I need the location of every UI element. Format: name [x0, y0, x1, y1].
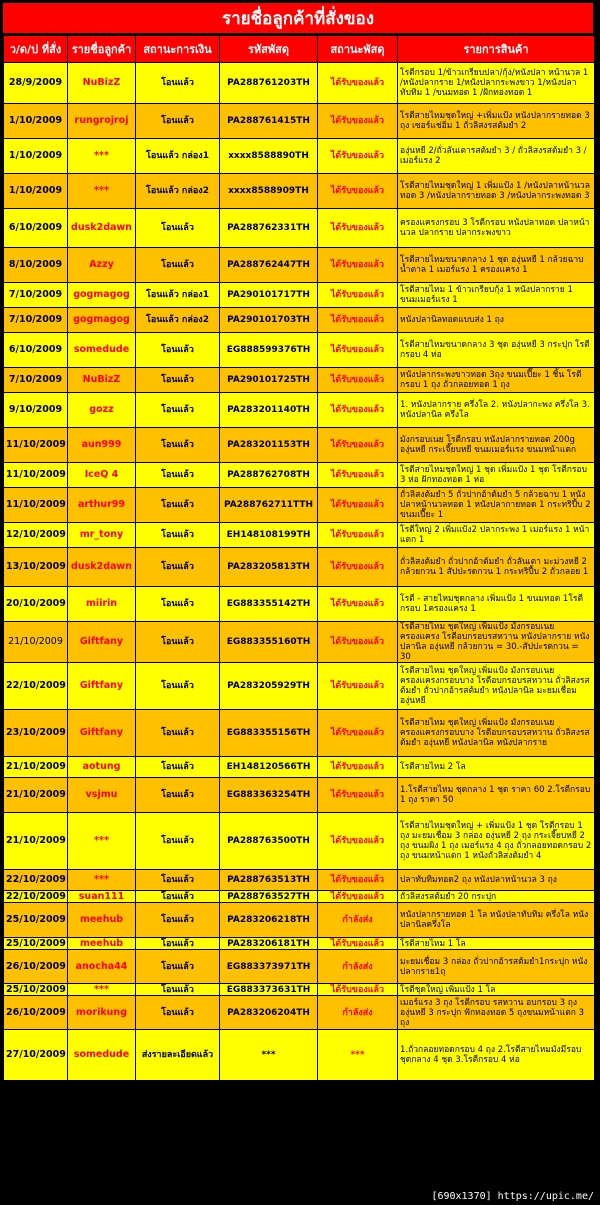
customer-name: *** — [68, 139, 135, 173]
order-date: 28/9/2009 — [4, 63, 67, 103]
order-date: 22/10/2009 — [4, 870, 67, 890]
payment-status: โอนแล้ว — [136, 813, 219, 869]
table-row — [4, 870, 594, 890]
tracking-number: EH148120566TH — [220, 757, 317, 777]
table-row — [4, 996, 594, 1029]
customer-name: suan111 — [68, 891, 135, 902]
table-row — [4, 757, 594, 777]
tracking-number: PA288763513TH — [220, 870, 317, 890]
order-date: 1/10/2009 — [4, 104, 67, 138]
customer-name: meehub — [68, 938, 135, 949]
items-list: ถั่วลิสงรสต้มยำ 20 กระปุก — [398, 891, 594, 902]
items-list: โรตีสายไหมขนาดกลาง 3 ชุด องุ่นหยี 3 กระปุก โรตีกรอบ 4 ห่อ — [398, 333, 594, 367]
tracking-number: EG883355160TH — [220, 622, 317, 662]
order-date: 23/10/2009 — [4, 710, 67, 756]
table-row — [4, 1030, 594, 1080]
order-date: 8/10/2009 — [4, 248, 67, 282]
items-list: หนังปลากรายทอด 1 โล หนังปลาทับทิม ครึ่งโล หนังปลานิลครึ่งโล — [398, 903, 594, 937]
order-date: 22/10/2009 — [6, 891, 66, 902]
items-list: โรตีสายไหม ชุดใหญ่ เพิ่มแป้ง มังกรอบเนย ครองแครง โรตีอบกรอบรสหวาน หนังปลากราย หนังปลานิล องุ่นหยี กล้วยกวน = 30.-สัปปะรดกวน = 30 — [398, 622, 594, 662]
tracking-number: PA283201140TH — [220, 393, 317, 427]
delivery-status: ได้รับของแล้ว — [318, 63, 397, 103]
payment-status: โอนแล้ว — [136, 622, 219, 662]
items-list: 1.ถั่วกลอยทอดกรอบ 4 ถุง 2.โรตีสายไหมมังมีรอบชุดกลาง 4 ชุด 3.โรตีกรอบ 4 ห่อ — [398, 1030, 594, 1080]
order-date: 11/10/2009 — [4, 488, 67, 522]
delivery-status: ได้รับของแล้ว — [318, 368, 397, 392]
customer-name: meehub — [68, 903, 135, 937]
customer-name: gogmagog — [68, 308, 135, 332]
tracking-number: PA283205813TH — [220, 548, 317, 586]
tracking-number: xxxx8588890TH — [220, 139, 317, 173]
order-date: 21/10/2009 — [4, 813, 67, 869]
customer-name: mr_tony — [68, 523, 135, 547]
payment-status: โอนแล้ว — [136, 523, 219, 547]
customer-name: dusk2dawn — [68, 548, 135, 586]
tracking-number: EG888599376TH — [220, 333, 317, 367]
payment-status: โอนแล้ว กล่อง1 — [136, 283, 219, 307]
delivery-status: ได้รับของแล้ว — [318, 393, 397, 427]
table-row — [4, 710, 594, 756]
customer-name: somedude — [68, 1030, 135, 1080]
payment-status: โอนแล้ว — [136, 950, 219, 983]
table-row — [4, 488, 594, 522]
delivery-status: ได้รับของแล้ว — [318, 663, 397, 709]
table-row — [4, 950, 594, 983]
order-date: 12/10/2009 — [4, 523, 67, 547]
tracking-number: PA283205929TH — [220, 663, 317, 709]
payment-status: โอนแล้ว — [136, 663, 219, 709]
delivery-status: กำลังส่ง — [318, 903, 397, 937]
payment-status: โอนแล้ว — [136, 488, 219, 522]
order-date: 26/10/2009 — [4, 996, 67, 1029]
delivery-status: ได้รับของแล้ว — [318, 870, 397, 890]
delivery-status: ได้รับของแล้ว — [318, 333, 397, 367]
customer-name: morikung — [68, 996, 135, 1029]
table-row — [4, 622, 594, 662]
payment-status: โอนแล้ว — [136, 587, 219, 621]
items-list: โรตีใหญ่ 2 เพิ่มแป้ง2 ปลากระพง 1 เมอร์แรง 1 หน้าแตก 1 — [398, 523, 594, 547]
order-date: 7/10/2009 — [4, 368, 67, 392]
table-row — [4, 209, 594, 247]
items-list: โรตีสายไหม 2 โล — [398, 757, 594, 777]
table-row — [4, 778, 594, 812]
tracking-number: PA283206218TH — [220, 903, 317, 937]
header-date: ว/ด/ป ที่สั่ง — [4, 36, 67, 62]
tracking-number: EH148108199TH — [220, 523, 317, 547]
items-list: โรตีสายไหมชุดใหญ่ +เพิ่มแป้ง หนังปลากรายทอด 3 ถุง เซอร์แช่อิ่ม 1 ถั่วลิสงรสต้มยำ 2 — [398, 104, 594, 138]
items-list: มะยมเชื่อม 3 กล่อง ถั่วปากอ้ารสต้มยำ1กระปุก หนังปลากราย1ถุ — [398, 950, 594, 983]
payment-status: โอนแล้ว — [136, 778, 219, 812]
delivery-status: ได้รับของแล้ว — [318, 622, 397, 662]
tracking-number: PA283206204TH — [220, 996, 317, 1029]
items-list: โรตีสายไหม ชุดใหญ่ เพิ่มแป้ง มังกรอบเนย ครองแครงกรอบบาง โรตีอบกรอบรสหวาน ถั่วลิสงรสต้มยำ องุ่นหยี หนังปลานิล หนังปลากราย — [398, 710, 594, 756]
delivery-status: ได้รับของแล้ว — [318, 428, 397, 462]
table-row — [4, 283, 594, 307]
delivery-status: ได้รับของแล้ว — [318, 757, 397, 777]
customer-name: Giftfany — [68, 663, 135, 709]
items-list: 1.โรตีสายไหม ชุดกลาง 1 ชุด ราคา 60 2.โรตีกรอบ 1 ถุง ราคา 50 — [398, 778, 594, 812]
header-status: สถานะพัสดุ — [318, 36, 397, 62]
delivery-status: ได้รับของแล้ว — [318, 209, 397, 247]
items-list: มังกรอบเนย โรตีกรอบ หนังปลากรายทอด 200g องุ่นหยี กระเจี๊ยบหยี ขนมเมอร์แรง ขนมหน้าแตก — [398, 428, 594, 462]
table-row — [4, 463, 594, 487]
payment-status: โอนแล้ว — [136, 248, 219, 282]
tracking-number: EG883363254TH — [220, 778, 317, 812]
items-list: ถั่วลิสงต้มยำ 5 ถั่วปากอ้าต้มยำ 5 กล้วยฉาบ 1 หนังปลาหน้านวลทอด 1 หนังปลากายทอด 1 กระทริปี้บ 2 ขนมเปี๊ยะ 1 — [398, 488, 594, 522]
tracking-number: xxxx8588909TH — [220, 174, 317, 208]
delivery-status: ได้รับของแล้ว — [318, 488, 397, 522]
table-row — [4, 587, 594, 621]
payment-status: โอนแล้ว — [136, 209, 219, 247]
table-row — [4, 428, 594, 462]
delivery-status: ได้รับของแล้ว — [318, 308, 397, 332]
table-row — [4, 174, 594, 208]
items-list: ถั่วลิสงต้มยำ ถั่วปากอ้าต้มยำ ถั่วลันเตา มะม่วงหยี 2 กล้วยกวน 1 สัปปะรดกวน 1 กระทริปี้บ 2 ถั่วกลอย 1 — [398, 548, 594, 586]
tracking-number: PA283201153TH — [220, 428, 317, 462]
delivery-status: ได้รับของแล้ว — [318, 139, 397, 173]
delivery-status: ได้รับของแล้ว — [318, 813, 397, 869]
tracking-number: EG883373631TH — [220, 984, 317, 995]
order-date: 26/10/2009 — [4, 950, 67, 983]
customer-name: *** — [68, 174, 135, 208]
order-date: 6/10/2009 — [4, 209, 67, 247]
customer-name: *** — [68, 984, 135, 995]
header-items: รายการสินค้า — [398, 36, 594, 62]
payment-status: โอนแล้ว — [136, 463, 219, 487]
customer-name: gozz — [68, 393, 135, 427]
customer-name: aotung — [68, 757, 135, 777]
items-list: โรตีสายไหม 1 โล — [398, 938, 594, 949]
order-date: 25/10/2009 — [6, 938, 66, 949]
order-date: 11/10/2009 — [4, 428, 67, 462]
header-customer: รายชื่อลูกค้า — [68, 36, 135, 62]
delivery-status: *** — [318, 1030, 397, 1080]
payment-status: โอนแล้ว — [136, 903, 219, 937]
order-date: 7/10/2009 — [4, 308, 67, 332]
table-row — [4, 248, 594, 282]
customer-name: *** — [68, 870, 135, 890]
tracking-number: PA283206181TH — [220, 938, 317, 949]
customer-name: somedude — [68, 333, 135, 367]
payment-status: โอนแล้ว — [136, 548, 219, 586]
delivery-status: ได้รับของแล้ว — [318, 778, 397, 812]
table-row — [4, 938, 594, 949]
tracking-number: PA288761203TH — [220, 63, 317, 103]
payment-status: โอนแล้ว — [136, 870, 219, 890]
items-list: ปลาทับทิมทอด2 ถุง หนังปลาหน้านวล 3 ถุง — [398, 870, 594, 890]
customer-name: *** — [68, 813, 135, 869]
items-list: โรตีสายไหมชุดใหญ่ 1 เพิ่มแป้ง 1 /หนังปลาหน้านวลทอด 3 /หนังปลากรายทอด 3 /หนังปลากระพงทอด 3 — [398, 174, 594, 208]
order-date: 21/10/2009 — [4, 757, 67, 777]
customer-name: IceQ 4 — [68, 463, 135, 487]
tracking-number: PA288761415TH — [220, 104, 317, 138]
customer-name: vsjmu — [68, 778, 135, 812]
table-row — [4, 368, 594, 392]
payment-status: โอนแล้ว กล่อง1 — [136, 139, 219, 173]
customer-name: Giftfany — [68, 710, 135, 756]
header-payment: สถานะการเงิน — [136, 36, 219, 62]
tracking-number: PA290101703TH — [220, 308, 317, 332]
table-row — [4, 308, 594, 332]
tracking-number: PA288762447TH — [220, 248, 317, 282]
delivery-status: ได้รับของแล้ว — [318, 587, 397, 621]
delivery-status: ได้รับของแล้ว — [318, 891, 397, 902]
order-date: 21/10/2009 — [4, 622, 67, 662]
delivery-status: ได้รับของแล้ว — [318, 938, 397, 949]
tracking-number: EG883355156TH — [220, 710, 317, 756]
order-date: 27/10/2009 — [4, 1030, 67, 1080]
items-list: หนังปลากระพงขาวทอด 3ถุง ขนมเปี๊ยะ 1 ชิ้น โรตีกรอบ 1 ถุง ถั่วกลอยทอด 1 ถุง — [398, 368, 594, 392]
customer-name: Giftfany — [68, 622, 135, 662]
customer-name: rungrojroj — [68, 104, 135, 138]
table-row — [4, 104, 594, 138]
tracking-number: PA290101717TH — [220, 283, 317, 307]
order-date: 21/10/2009 — [4, 778, 67, 812]
delivery-status: ได้รับของแล้ว — [318, 463, 397, 487]
customer-name: arthur99 — [68, 488, 135, 522]
delivery-status: ได้รับของแล้ว — [318, 248, 397, 282]
items-list: โรตีสายไหมชุดใหญ่ + เพิ่มแป้ง 1 ชุด โรตีกรอบ 1 ถุง มะยมเชื่อม 3 กล่อง องุ่นหยี 2 ถุง กระเจี๊ยบหยี 2 ถุง ขนมผิง 1 ถุง เมอร์แรง 4 ถุง ถั่วกลอยทอดกรอบ 2 ถุง ขนมหน้าแตก 1 หนังถั่วลิสงต้มยำ 4 — [398, 813, 594, 869]
customer-name: dusk2dawn — [68, 209, 135, 247]
payment-status: ส่งรายละเอียดแล้ว — [136, 1030, 219, 1080]
header-row — [4, 36, 594, 62]
table-row — [4, 139, 594, 173]
delivery-status: ได้รับของแล้ว — [318, 710, 397, 756]
payment-status: โอนแล้ว กล่อง2 — [136, 174, 219, 208]
payment-status: โอนแล้ว — [136, 996, 219, 1029]
table-row — [4, 663, 594, 709]
payment-status: โอนแล้ว — [136, 891, 219, 902]
items-list: ครองแครงกรอบ 3 โรตีกรอบ หนังปลาทอด ปลาหน้านวล ปลากราย ปลากระพงขาว — [398, 209, 594, 247]
order-date: 25/10/2009 — [6, 984, 66, 995]
customer-name: NuBizZ — [68, 63, 135, 103]
customer-name: miirin — [68, 587, 135, 621]
table-row — [4, 63, 594, 103]
payment-status: โอนแล้ว — [136, 938, 219, 949]
items-list: หนังปลานิลทอดแบบส่ง 1 ถุง — [398, 308, 594, 332]
order-date: 13/10/2009 — [4, 548, 67, 586]
items-list: โรตีสายไหม ชุดใหญ่ เพิ่มแป้ง มังกรอบเนย ครองแครงกรอบบาง โรตีอบกรอบรสหวาน ถั่วลิสงรสต้มยำ ถั่วปากอ้ารสต้มยำ หนังปลานิล มะยมเชื่อม องุ่นหยี — [398, 663, 594, 709]
payment-status: โอนแล้ว — [136, 368, 219, 392]
table-row — [4, 333, 594, 367]
table-row — [4, 813, 594, 869]
order-date: 9/10/2009 — [4, 393, 67, 427]
tracking-number: PA288763527TH — [220, 891, 317, 902]
customer-name: gogmagog — [68, 283, 135, 307]
page-title: รายชื่อลูกค้าที่สั่งของ — [3, 3, 593, 33]
table-row — [4, 984, 594, 995]
items-list: โรตีสายไหมชุดใหญ่ 1 ชุด เพิ่มแป้ง 1 ชุด โรตีกรอบ 3 ห่อ ฝักทองทอด 1 ห่อ — [398, 463, 594, 487]
items-list: โรตีกรอบ 1/ข้าวเกรียบปลา/กุ้ง/หนังปลา หน้านวล 1 /หนังปลากราย 1/หนังปลากระพงขาว 1/หนังปลาทับทิม 1 /ขนมทอด 1 /ฝักทองทอด 1 — [398, 63, 594, 103]
tracking-number: PA290101725TH — [220, 368, 317, 392]
table-row — [4, 393, 594, 427]
delivery-status: ได้รับของแล้ว — [318, 283, 397, 307]
order-date: 11/10/2009 — [4, 463, 67, 487]
delivery-status: ได้รับของแล้ว — [318, 984, 397, 995]
image-host-footer: [690x1370] https://upic.me/ — [0, 1188, 600, 1205]
tracking-number: *** — [220, 1030, 317, 1080]
items-list: โรตี - สายไหมชุดกลาง เพิ่มแป้ง 1 ขนมทอด 1โรตีกรอบ 1ครองแครง 1 — [398, 587, 594, 621]
tracking-number: PA288762708TH — [220, 463, 317, 487]
order-date: 1/10/2009 — [4, 139, 67, 173]
payment-status: โอนแล้ว — [136, 63, 219, 103]
payment-status: โอนแล้ว — [136, 333, 219, 367]
delivery-status: กำลังส่ง — [318, 950, 397, 983]
items-list: 1. หนังปลากราย ครึ่งโล 2. หนังปลากะพง ครึ่งโล 3. หนังปลานิล ครึ่งโล — [398, 393, 594, 427]
header-tracking: รหัสพัสดุ — [220, 36, 317, 62]
items-list: เมอร์แรง 3 ถุง โรตีกรอบ รสหวาน อบกรอบ 3 ถุง องุ่นหยี 3 กระปุก ฟักทองทอด 5 ถุงขนมหน้าแตก 3 ถุง — [398, 996, 594, 1029]
customer-name: aun999 — [68, 428, 135, 462]
items-list: โรตีสายไหมขนาดกลาง 1 ชุด องุ่นหยี 1 กล้วยฉาบน้ำตาล 1 เมอร์แรง 1 ครองแครง 1 — [398, 248, 594, 282]
items-list: โรตีชุดใหญ่ เพิ่มแป้ง 1 โล — [398, 984, 594, 995]
delivery-status: ได้รับของแล้ว — [318, 174, 397, 208]
tracking-number: EG883355142TH — [220, 587, 317, 621]
tracking-number: PA288762331TH — [220, 209, 317, 247]
table-row — [4, 523, 594, 547]
order-date: 25/10/2009 — [4, 903, 67, 937]
items-list: องุ่นหยี 2/ถั่วลันเตารสต้มยำ 3 / ถั่วลิสงรสต้มยำ 3 /เมอร์แรง 2 — [398, 139, 594, 173]
payment-status: โอนแล้ว กล่อง2 — [136, 308, 219, 332]
delivery-status: ได้รับของแล้ว — [318, 523, 397, 547]
payment-status: โอนแล้ว — [136, 104, 219, 138]
delivery-status: กำลังส่ง — [318, 996, 397, 1029]
tracking-number: PA288763500TH — [220, 813, 317, 869]
order-date: 1/10/2009 — [4, 174, 67, 208]
order-date: 6/10/2009 — [4, 333, 67, 367]
delivery-status: ได้รับของแล้ว — [318, 104, 397, 138]
payment-status: โอนแล้ว — [136, 710, 219, 756]
payment-status: โอนแล้ว — [136, 984, 219, 995]
customer-name: anocha44 — [68, 950, 135, 983]
customer-name: Azzy — [68, 248, 135, 282]
order-date: 20/10/2009 — [4, 587, 67, 621]
table-row — [4, 903, 594, 937]
payment-status: โอนแล้ว — [136, 393, 219, 427]
orders-table — [3, 35, 595, 1081]
items-list: โรตีสายไหม 1 ข้าวเกรียบกุ้ง 1 หนังปลากราย 1 ขนมเมอร์แรง 1 — [398, 283, 594, 307]
payment-status: โอนแล้ว — [136, 428, 219, 462]
order-date: 22/10/2009 — [4, 663, 67, 709]
table-row — [4, 891, 594, 902]
delivery-status: ได้รับของแล้ว — [318, 548, 397, 586]
table-row — [4, 548, 594, 586]
payment-status: โอนแล้ว — [136, 757, 219, 777]
customer-name: NuBizZ — [68, 368, 135, 392]
tracking-number: PA288762711TTH — [220, 488, 317, 522]
order-date: 7/10/2009 — [4, 283, 67, 307]
tracking-number: EG883373971TH — [220, 950, 317, 983]
